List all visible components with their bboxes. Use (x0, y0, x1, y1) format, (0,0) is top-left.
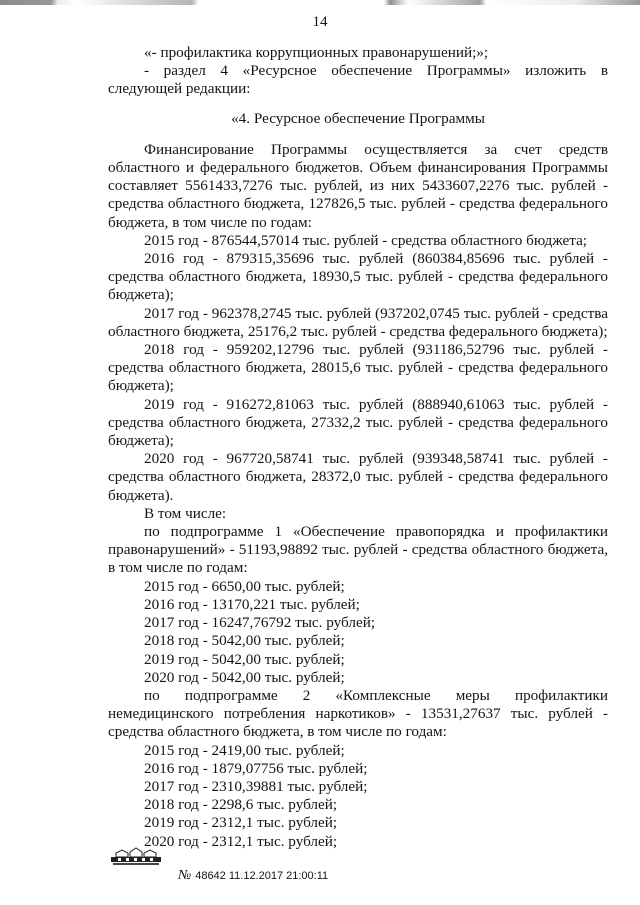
list-item: 2015 год - 2419,00 тыс. рублей; (144, 741, 345, 759)
list-item: 2015 год - 6650,00 тыс. рублей; (144, 577, 345, 595)
list-item: 2018 год - 2298,6 тыс. рублей; (144, 796, 338, 814)
paragraph: «- профилактика коррупционных правонарушений;»; (144, 44, 489, 61)
paragraph: 2018 год - 959202,12796 тыс. рублей (931186,52796 тыс. рублей - средства областного бюджета, 28015,6 тыс. рублей - средства федерального бюджета); (108, 341, 608, 395)
list-item: 2020 год - 2312,1 тыс. рублей; (144, 832, 338, 850)
paragraph: 2015 год - 876544,57014 тыс. рублей - средства областного бюджета; (144, 231, 588, 249)
list-item: 2017 год - 16247,76792 тыс. рублей; (144, 614, 376, 632)
list-item: 2018 год - 5042,00 тыс. рублей; (144, 632, 345, 650)
scan-edge-artifact (0, 0, 640, 5)
paragraph: - раздел 4 «Ресурсное обеспечение Программы» изложить в следующей редакции: (108, 62, 608, 98)
list-item: 2017 год - 2310,39881 тыс. рублей; (144, 777, 368, 795)
registration-stamp (178, 868, 328, 884)
list-item: 2016 год - 13170,221 тыс. рублей; (144, 595, 360, 613)
paragraph: 2019 год - 916272,81063 тыс. рублей (888940,61063 тыс. рублей - средства областного бюджета, 27332,2 тыс. рублей - средства федерального бюджета); (108, 395, 608, 450)
section-heading: «4. Ресурсное обеспечение Программы (231, 109, 485, 127)
paragraph: по подпрограмме 2 «Комплексные меры профилактики немедицинского потребления наркотиков» - 13531,27637 тыс. рублей - средства областного бюджета, в том числе по годам: (108, 686, 608, 741)
registration-text: 48642 11.12.2017 21:00:11 (195, 870, 329, 882)
list-item: 2020 год - 5042,00 тыс. рублей; (144, 668, 345, 686)
paragraph: по подпрограмме 1 «Обеспечение правопорядка и профилактики правонарушений» - 51193,98892 тыс. рублей - средства областного бюджета, в том числе по годам: (108, 523, 608, 577)
paragraph: В том числе: (144, 504, 227, 522)
number-sign: № (178, 868, 192, 883)
paragraph: 2020 год - 967720,58741 тыс. рублей (939348,58741 тыс. рублей - средства областного бюджета, 28372,0 тыс. рублей - средства федерального бюджета). (108, 450, 608, 504)
registry-logo-icon (110, 847, 162, 867)
list-item: 2019 год - 5042,00 тыс. рублей; (144, 650, 345, 668)
list-item: 2016 год - 1879,07756 тыс. рублей; (144, 759, 368, 777)
page-number: 14 (312, 14, 328, 30)
paragraph: 2017 год - 962378,2745 тыс. рублей (937202,0745 тыс. рублей - средства областного бюджета, 25176,2 тыс. рублей - средства федерального бюджета); (108, 304, 608, 340)
paragraph: 2016 год - 879315,35696 тыс. рублей (860384,85696 тыс. рублей - средства областного бюджета, 18930,5 тыс. рублей - средства федерального бюджета); (108, 250, 608, 304)
document-body (108, 44, 608, 851)
paragraph: Финансирование Программы осуществляется за счет средств областного и федерального бюджетов. Объем финансирования Программы составляет 5561433,7276 тыс. рублей, из них 5433607,2276 тыс. рублей - средства областного бюджета, 127826,5 тыс. рублей - средства федерального бюджета, в том числе по годам: (108, 140, 608, 231)
list-item: 2019 год - 2312,1 тыс. рублей; (144, 814, 338, 832)
